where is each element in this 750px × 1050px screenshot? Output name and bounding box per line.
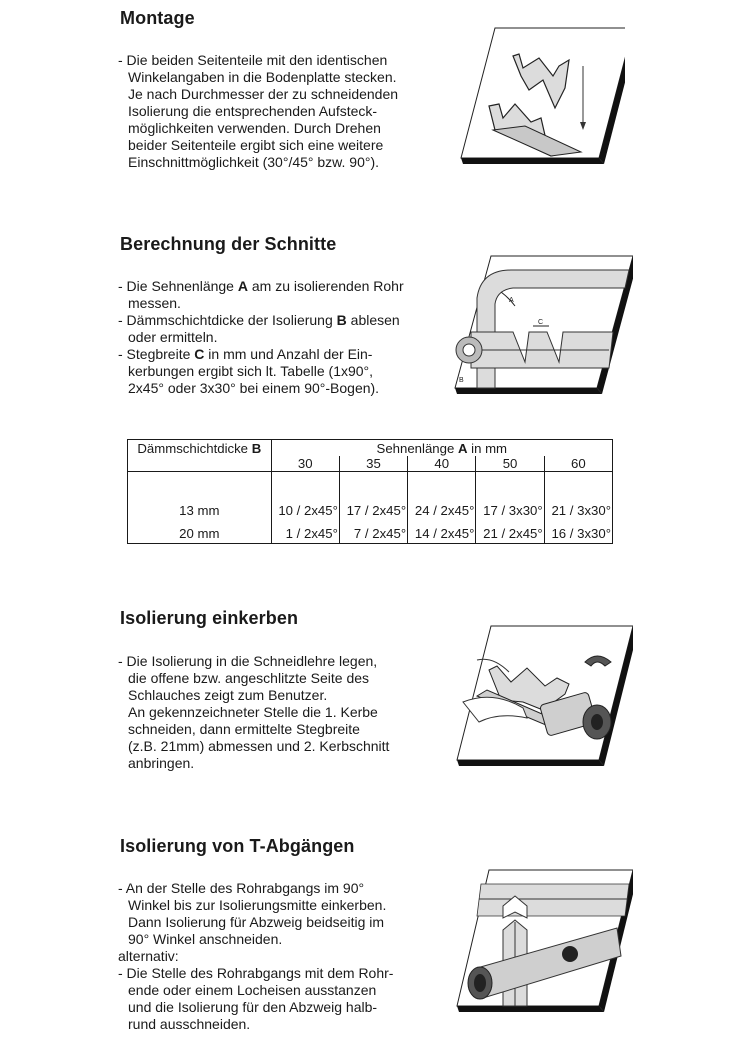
label-a: A — [509, 297, 514, 304]
column-header: 35 — [339, 456, 407, 472]
section-title-einkerben: Isolierung einkerben — [120, 608, 299, 628]
text-line: 2x45° oder 3x30° bei einem 90°-Bogen). — [128, 380, 380, 396]
text-line: - Dämmschichtdicke der Isolierung B ablesen — [118, 312, 400, 328]
column-header: 30 — [271, 456, 339, 472]
text-line: (z.B. 21mm) abmessen und 2. Kerbschnitt — [128, 738, 390, 754]
text-line: anbringen. — [128, 755, 195, 771]
text-line: möglichkeiten verwenden. Durch Drehen — [128, 120, 381, 136]
label-c: C — [538, 319, 544, 326]
text-line: - Die Sehnenlänge A am zu isolierenden Rohr — [118, 278, 404, 294]
text-line: und die Isolierung für den Abzweig halb- — [128, 999, 378, 1015]
row-label: 20 mm — [128, 520, 272, 544]
column-group-label: Sehnenlänge A in mm — [376, 441, 508, 456]
table-cell: 17 / 2x45° — [339, 472, 407, 520]
text-line: - An der Stelle des Rohrabgangs im 90° — [118, 880, 365, 896]
text-line: Einschnittmöglichkeit (30°/45° bzw. 90°). — [128, 154, 380, 170]
text-line: alternativ: — [118, 948, 179, 964]
text-line: 90° Winkel anschneiden. — [128, 931, 283, 947]
text-line: - Die Isolierung in die Schneidlehre legen, — [118, 653, 378, 669]
section-text-einkerben — [118, 653, 448, 772]
section-title-berechnung: Berechnung der Schnitte — [120, 234, 337, 254]
table-cell: 17 / 3x30° — [476, 472, 544, 520]
text-line: Isolierung die entsprechenden Aufsteck- — [128, 103, 378, 119]
section-title-t-abgaenge: Isolierung von T-Abgängen — [120, 836, 355, 856]
row-header-label: Dämmschichtdicke B — [128, 440, 272, 472]
text-line: An gekennzeichneter Stelle die 1. Kerbe — [128, 704, 378, 720]
notching-insulation-illustration — [453, 620, 633, 770]
text-line: die offene bzw. angeschlitzte Seite des — [128, 670, 370, 686]
text-line: - Stegbreite C in mm und Anzahl der Ein- — [118, 346, 373, 362]
section-text-berechnung — [118, 278, 448, 397]
text-line: Je nach Durchmesser der zu schneidenden — [128, 86, 399, 102]
table-row — [128, 472, 613, 520]
table-cell: 16 / 3x30° — [551, 526, 611, 541]
t-branch-insulation-illustration — [453, 866, 633, 1016]
text-line: rund ausschneiden. — [128, 1016, 251, 1032]
text-line: Dann Isolierung für Abzweig beidseitig im — [128, 914, 385, 930]
text-line: Schlauches zeigt zum Benutzer. — [128, 687, 328, 703]
table-cell: 24 / 2x45° — [408, 472, 476, 520]
row-label: 13 mm — [128, 472, 272, 520]
table-cell: 7 / 2x45° — [339, 520, 407, 544]
text-line: beider Seitenteile ergibt sich eine weitere — [128, 137, 384, 153]
text-line: - Die Stelle des Rohrabgangs mit dem Rohr- — [118, 965, 394, 981]
table-cell: 21 / 3x30° — [551, 502, 611, 518]
text-line: Winkel bis zur Isolierungsmitte einkerben. — [128, 897, 387, 913]
text-line: - Die beiden Seitenteile mit den identischen — [118, 52, 388, 68]
table-cell: 14 / 2x45° — [408, 520, 476, 544]
text-line: Winkelangaben in die Bodenplatte stecken. — [128, 69, 397, 85]
table-row — [128, 520, 613, 544]
text-line: schneiden, dann ermittelte Stegbreite — [128, 721, 360, 737]
section-text-montage — [118, 52, 448, 171]
column-header: 50 — [476, 456, 544, 472]
table-cell: 1 / 2x45° — [271, 520, 339, 544]
text-line: kerbungen ergibt sich lt. Tabelle (1x90°, — [128, 363, 374, 379]
label-b: B — [459, 377, 464, 384]
column-header: 40 — [408, 456, 476, 472]
section-title-montage: Montage — [120, 8, 195, 28]
section-text-t-abgaenge — [118, 880, 448, 1033]
text-line: oder ermitteln. — [128, 329, 218, 345]
text-line: messen. — [128, 295, 181, 311]
cutting-jig-assembly-illustration — [455, 18, 625, 168]
cut-parameters-table — [127, 439, 613, 544]
pipe-bend-measurement-illustration — [453, 248, 633, 396]
text-line: ende oder einem Locheisen ausstanzen — [128, 982, 377, 998]
table-cell: 10 / 2x45° — [271, 472, 339, 520]
table-cell: 21 / 2x45° — [476, 520, 544, 544]
column-header: 60 — [544, 456, 612, 472]
